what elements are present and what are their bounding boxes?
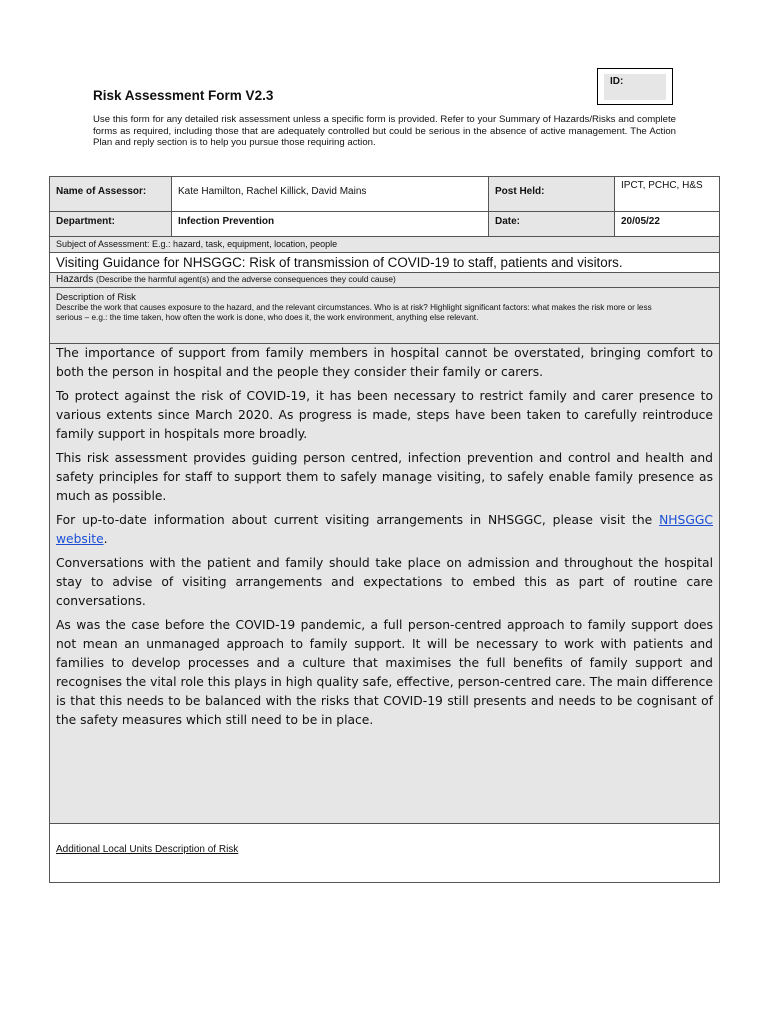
assessor-label: Name of Assessor: bbox=[50, 177, 171, 211]
subject-label-row bbox=[50, 237, 719, 253]
paragraph-text: For up-to-date information about current visiting arrangements in NHSGGC, please visit the bbox=[56, 513, 653, 527]
form-title: Risk Assessment Form V2.3 bbox=[93, 88, 274, 103]
post-label: Post Held: bbox=[488, 177, 614, 211]
paragraph-with-link bbox=[56, 511, 713, 549]
department-field[interactable]: Infection Prevention bbox=[171, 212, 488, 236]
risk-assessment-form bbox=[49, 176, 720, 883]
post-field[interactable]: IPCT, PCHC, H&S bbox=[614, 177, 719, 211]
paragraph: The importance of support from family members in hospital cannot be overstated, bringing comfort to both the person in hospital and the people they consider their family or carers. bbox=[56, 346, 713, 379]
risk-description-field[interactable] bbox=[50, 344, 719, 824]
hazards-label-main: Hazards bbox=[56, 274, 94, 285]
paragraph: To protect against the risk of COVID-19, it has been necessary to restrict family and carer presence to various extents since March 2020. As progress is made, steps have been taken to carefully reintroduce family support in hospitals more broadly. bbox=[56, 389, 713, 441]
nhsggc-website-link[interactable]: NHSGGC website bbox=[56, 513, 713, 546]
risk-help-text: Describe the work that causes exposure to the hazard, and the relevant circumstances. Who is at risk? Highlight significant factors: what makes the risk more or less serious – e.g.: the time taken, how often the work is done, who does it, the work environment, anything else relevant. bbox=[56, 303, 652, 322]
paragraph: This risk assessment provides guiding person centred, infection prevention and control and health and safety principles for staff to support them to safely manage visiting, to safely enable family presence as much as possible. bbox=[56, 451, 713, 503]
id-label: ID: bbox=[610, 76, 624, 87]
paragraph: Conversations with the patient and family should take place on admission and throughout the hospital stay to advise of visiting arrangements and expectations to embed this as part of routine care conversations. bbox=[56, 556, 713, 608]
department-row bbox=[50, 212, 719, 237]
risk-label: Description of Risk bbox=[56, 292, 136, 303]
paragraph: As was the case before the COVID-19 pandemic, a full person-centred approach to family support does not mean an unmanaged approach to family support. It will be necessary to work with patients and families to develop processes and a culture that maximises the full benefits of family support and recognises the vital role this plays in high quality safe, effective, person-centred care. The main difference is that this needs to be balanced with the risks that COVID-19 still presents and needs to be cognisant of the safety measures which still need to be in place. bbox=[56, 618, 713, 727]
id-box bbox=[597, 68, 673, 105]
assessor-field[interactable]: Kate Hamilton, Rachel Killick, David Mains bbox=[171, 177, 488, 211]
subject-value-row bbox=[50, 253, 719, 273]
assessor-row bbox=[50, 177, 719, 212]
risk-description-header bbox=[50, 288, 719, 344]
date-label: Date: bbox=[488, 212, 614, 236]
subject-field[interactable]: Visiting Guidance for NHSGGC: Risk of transmission of COVID-19 to staff, patients and visitors. bbox=[56, 255, 623, 270]
date-field[interactable]: 20/05/22 bbox=[614, 212, 719, 236]
intro-text: Use this form for any detailed risk assessment unless a specific form is provided. Refer to your Summary of Hazards/Risks and complete forms as required, including those that are adequately controlled but could be serious in the absence of active management. The Action Plan and reply section is to help you pursue those requiring action. bbox=[93, 114, 676, 148]
additional-label: Additional Local Units Description of Risk bbox=[56, 844, 239, 855]
hazards-row bbox=[50, 273, 719, 288]
subject-label: Subject of Assessment: E.g.: hazard, task, equipment, location, people bbox=[56, 239, 338, 249]
additional-row bbox=[50, 824, 719, 882]
hazards-label-sub: (Describe the harmful agent(s) and the adverse consequences they could cause) bbox=[96, 274, 396, 284]
department-label: Department: bbox=[50, 212, 171, 236]
paragraph-end: . bbox=[103, 532, 108, 546]
hazards-label bbox=[50, 273, 719, 287]
risk-description-header-cell bbox=[50, 288, 719, 343]
